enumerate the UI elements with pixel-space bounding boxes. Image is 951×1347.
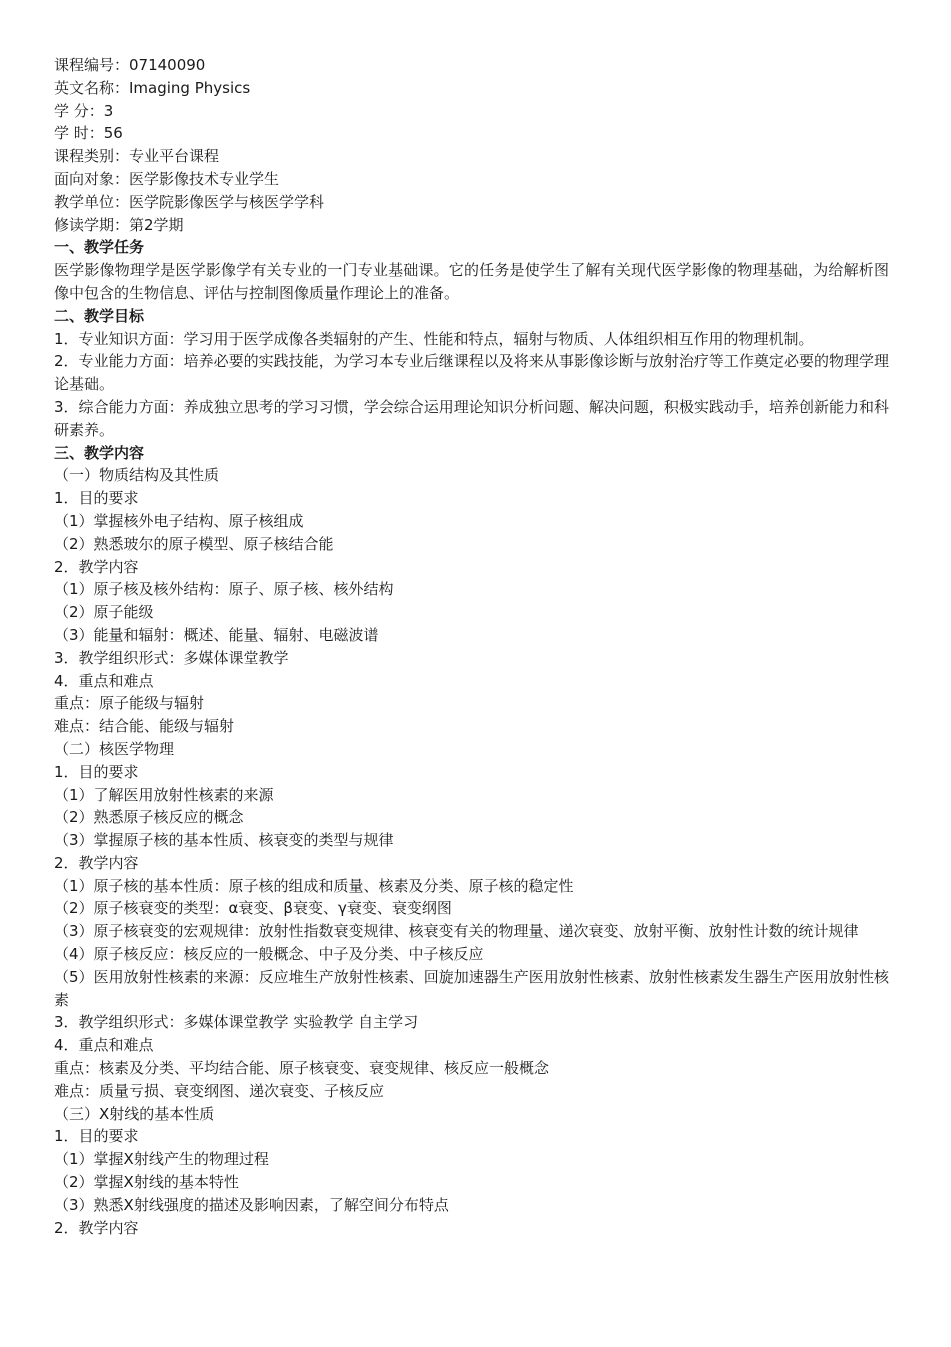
section-teaching-goals — [54, 305, 889, 442]
sub-heading: 2．教学内容 — [54, 1218, 139, 1237]
course-code: 课程编号：07140090 — [54, 56, 206, 74]
sub-heading: 2．教学内容 — [54, 853, 139, 872]
semester: 修读学期：第2学期 — [54, 215, 184, 234]
part-title: （一）物质结构及其性质 — [54, 466, 220, 485]
list-item: （1）掌握X射线产生的物理过程 — [54, 1150, 269, 1169]
list-item: （2）掌握X射线的基本特性 — [54, 1173, 239, 1192]
sub-heading: 1．目的要求 — [54, 489, 139, 508]
list-item: （5）医用放射性核素的来源：反应堆生产放射性核素、回旋加速器生产医用放射性核素、放射性核素发生器生产医用放射性核素 — [54, 967, 889, 1009]
sub-heading: 1．目的要求 — [54, 1127, 139, 1146]
sub-heading: 4．重点和难点 — [54, 671, 154, 690]
sub-heading: 4．重点和难点 — [54, 1036, 154, 1055]
list-item: （2）原子核衰变的类型：α衰变、β衰变、γ衰变、衰变纲图 — [54, 899, 452, 918]
list-item: （2）熟悉原子核反应的概念 — [54, 808, 244, 827]
part-nuclear-medicine-physics — [54, 738, 889, 1103]
target-audience: 面向对象：医学影像技术专业学生 — [54, 169, 280, 188]
goal-item: 1．专业知识方面：学习用于医学成像各类辐射的产生、性能和特点，辐射与物质、人体组织相互作用的物理机制。 — [54, 329, 814, 348]
paragraph: 医学影像物理学是医学影像学有关专业的一门专业基础课。它的任务是使学生了解有关现代医学影像的物理基础，为给解析图像中包含的生物信息、评估与控制图像质量作理论上的准备。 — [54, 261, 889, 302]
section-heading: 二、教学目标 — [54, 306, 145, 325]
course-category: 课程类别：专业平台课程 — [54, 147, 220, 166]
list-item: （1）原子核及核外结构：原子、原子核、核外结构 — [54, 580, 394, 599]
list-item: （1）了解医用放射性核素的来源 — [54, 785, 274, 804]
sub-heading: 3．教学组织形式：多媒体课堂教学 实验教学 自主学习 — [54, 1013, 419, 1032]
section-heading: 一、教学任务 — [54, 238, 145, 257]
list-item: （1）原子核的基本性质：原子核的组成和质量、核素及分类、原子核的稳定性 — [54, 876, 574, 895]
list-item: （4）原子核反应：核反应的一般概念、中子及分类、中子核反应 — [54, 945, 484, 964]
part-matter-structure — [54, 464, 889, 738]
teaching-unit: 教学单位：医学院影像医学与核医学学科 — [54, 192, 325, 211]
section-heading: 三、教学内容 — [54, 443, 145, 462]
section-teaching-task — [54, 236, 889, 304]
list-item: （3）掌握原子核的基本性质、核衰变的类型与规律 — [54, 831, 394, 850]
list-item: （1）掌握核外电子结构、原子核组成 — [54, 511, 304, 530]
part-title: （三）X射线的基本性质 — [54, 1104, 215, 1123]
list-item: （3）能量和辐射：概述、能量、辐射、电磁波谱 — [54, 625, 379, 644]
list-item: （3）熟悉X射线强度的描述及影响因素，了解空间分布特点 — [54, 1195, 449, 1214]
section-teaching-content — [54, 442, 889, 1240]
part-title: （二）核医学物理 — [54, 739, 175, 758]
difficulty-point: 难点：结合能、能级与辐射 — [54, 717, 235, 736]
key-point: 重点：原子能级与辐射 — [54, 694, 205, 713]
credits: 学 分：3 — [54, 101, 114, 120]
list-item: （2）熟悉玻尔的原子模型、原子核结合能 — [54, 534, 334, 553]
hours: 学 时：56 — [54, 124, 123, 143]
list-item: （2）原子能级 — [54, 603, 154, 622]
sub-heading: 2．教学内容 — [54, 557, 139, 576]
goal-item: 3．综合能力方面：养成独立思考的学习习惯，学会综合运用理论知识分析问题、解决问题，积极实践动手，培养创新能力和科研素养。 — [54, 397, 889, 439]
list-item: （3）原子核衰变的宏观规律：放射性指数衰变规律、核衰变有关的物理量、递次衰变、放射平衡、放射性计数的统计规律 — [54, 922, 859, 941]
difficulty-point: 难点：质量亏损、衰变纲图、递次衰变、子核反应 — [54, 1081, 385, 1100]
key-point: 重点：核素及分类、平均结合能、原子核衰变、衰变规律、核反应一般概念 — [54, 1059, 550, 1078]
course-info — [54, 54, 889, 236]
goal-item: 2．专业能力方面：培养必要的实践技能，为学习本专业后继课程以及将来从事影像诊断与放射治疗等工作奠定必要的物理学理论基础。 — [54, 352, 889, 394]
english-name: 英文名称：Imaging Physics — [54, 78, 251, 97]
sub-heading: 1．目的要求 — [54, 762, 139, 781]
part-xray-properties — [54, 1103, 889, 1240]
sub-heading: 3．教学组织形式：多媒体课堂教学 — [54, 648, 289, 667]
